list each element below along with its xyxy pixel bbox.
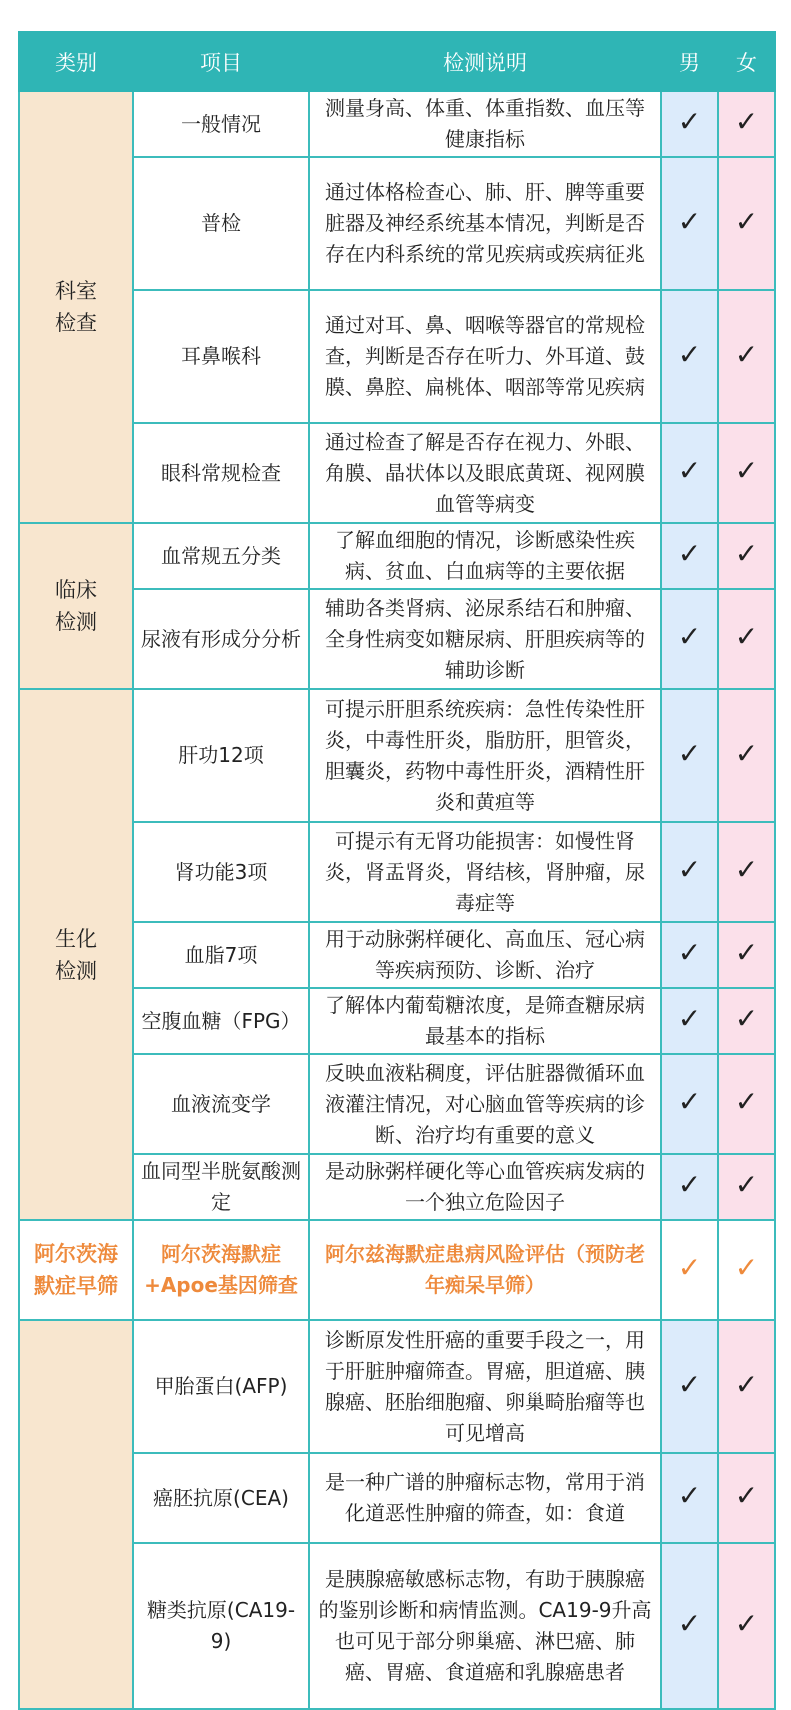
item-cell: 癌胚抗原(CEA) <box>133 1453 309 1543</box>
header-male: 男 <box>661 32 718 91</box>
check-icon: ✓ <box>677 853 702 886</box>
check-icon: ✓ <box>734 936 759 969</box>
table-row <box>19 1453 775 1543</box>
item-cell: 尿液有形成分分析 <box>133 589 309 689</box>
male-cell <box>661 589 718 689</box>
female-cell <box>718 1543 775 1709</box>
header-description: 检测说明 <box>309 32 661 91</box>
table-row <box>19 157 775 290</box>
table-row <box>19 922 775 988</box>
description-cell: 通过对耳、鼻、咽喉等器官的常规检查，判断是否存在听力、外耳道、鼓膜、鼻腔、扁桃体、咽部等常见疾病 <box>309 290 661 423</box>
checkup-items-table <box>18 31 776 1710</box>
category-label: 科室 检查 <box>55 279 97 335</box>
item-cell: 糖类抗原(CA19-9) <box>133 1543 309 1709</box>
check-icon: ✓ <box>734 1085 759 1118</box>
header-category: 类别 <box>19 32 133 91</box>
female-cell <box>718 1154 775 1220</box>
check-icon: ✓ <box>734 1251 759 1284</box>
female-cell <box>718 1453 775 1543</box>
description-cell: 诊断原发性肝癌的重要手段之一，用于肝脏肿瘤筛查。胃癌，胆道癌、胰腺癌、胚胎细胞瘤、卵巢畸胎瘤等也可见增高 <box>309 1320 661 1453</box>
check-icon: ✓ <box>734 204 759 238</box>
item-cell: 一般情况 <box>133 91 309 157</box>
check-icon: ✓ <box>677 936 702 969</box>
table-row-highlight <box>19 1220 775 1320</box>
check-icon: ✓ <box>734 537 759 570</box>
female-cell <box>718 822 775 922</box>
female-cell <box>718 523 775 589</box>
table-row <box>19 1054 775 1154</box>
description-cell: 反映血液粘稠度，评估脏器微循环血液灌注情况，对心脑血管等疾病的诊断、治疗均有重要的意义 <box>309 1054 661 1154</box>
check-icon: ✓ <box>734 1479 759 1512</box>
female-cell <box>718 423 775 523</box>
description-cell: 辅助各类肾病、泌尿系结石和肿瘤、全身性病变如糖尿病、肝胆疾病等的辅助诊断 <box>309 589 661 689</box>
check-icon: ✓ <box>677 204 702 238</box>
check-icon: ✓ <box>677 736 702 770</box>
item-cell: 阿尔茨海默症+Apoe基因筛查 <box>133 1220 309 1320</box>
check-icon: ✓ <box>677 1002 702 1035</box>
category-label: 临床 检测 <box>55 578 97 634</box>
description-cell: 是一种广谱的肿瘤标志物，常用于消化道恶性肿瘤的筛查，如：食道 <box>309 1453 661 1543</box>
male-cell <box>661 290 718 423</box>
description-cell: 是动脉粥样硬化等心血管疾病发病的一个独立危险因子 <box>309 1154 661 1220</box>
female-cell <box>718 91 775 157</box>
category-cell-tumor <box>19 1320 133 1709</box>
check-icon: ✓ <box>677 1085 702 1118</box>
item-cell: 普检 <box>133 157 309 290</box>
male-cell <box>661 1320 718 1453</box>
table-row <box>19 1320 775 1453</box>
check-icon: ✓ <box>677 454 702 487</box>
item-cell: 血液流变学 <box>133 1054 309 1154</box>
item-cell: 血同型半胱氨酸测定 <box>133 1154 309 1220</box>
female-cell <box>718 988 775 1054</box>
category-label: 阿尔茨海 默症早筛 <box>34 1242 118 1298</box>
check-icon: ✓ <box>677 1251 702 1284</box>
male-cell <box>661 423 718 523</box>
checkup-table-container <box>18 31 774 1710</box>
female-cell <box>718 1220 775 1320</box>
female-cell <box>718 290 775 423</box>
category-cell-alzheimer <box>19 1220 133 1320</box>
male-cell <box>661 523 718 589</box>
category-cell-biochem <box>19 689 133 1220</box>
table-row <box>19 91 775 157</box>
male-cell <box>661 988 718 1054</box>
item-cell: 肝功12项 <box>133 689 309 822</box>
description-cell: 测量身高、体重、体重指数、血压等健康指标 <box>309 91 661 157</box>
table-header-row <box>19 32 775 91</box>
description-cell: 通过体格检查心、肺、肝、脾等重要脏器及神经系统基本情况，判断是否存在内科系统的常见疾病或疾病征兆 <box>309 157 661 290</box>
female-cell <box>718 157 775 290</box>
table-row <box>19 689 775 822</box>
male-cell <box>661 689 718 822</box>
item-cell: 肾功能3项 <box>133 822 309 922</box>
check-icon: ✓ <box>734 105 759 138</box>
description-cell: 通过检查了解是否存在视力、外眼、角膜、晶状体以及眼底黄斑、视网膜血管等病变 <box>309 423 661 523</box>
table-row <box>19 988 775 1054</box>
check-icon: ✓ <box>734 1002 759 1035</box>
table-row <box>19 589 775 689</box>
check-icon: ✓ <box>677 105 702 138</box>
item-cell: 眼科常规检查 <box>133 423 309 523</box>
check-icon: ✓ <box>677 1367 702 1401</box>
item-cell: 血脂7项 <box>133 922 309 988</box>
table-row <box>19 822 775 922</box>
description-cell: 了解血细胞的情况，诊断感染性疾病、贫血、白血病等的主要依据 <box>309 523 661 589</box>
female-cell <box>718 1054 775 1154</box>
header-item: 项目 <box>133 32 309 91</box>
table-row <box>19 1543 775 1709</box>
male-cell <box>661 1543 718 1709</box>
description-cell: 是胰腺癌敏感标志物，有助于胰腺癌的鉴别诊断和病情监测。CA19-9升高也可见于部分卵巢癌、淋巴癌、肺癌、胃癌、食道癌和乳腺癌患者 <box>309 1543 661 1709</box>
check-icon: ✓ <box>677 1479 702 1512</box>
male-cell <box>661 1154 718 1220</box>
female-cell <box>718 689 775 822</box>
header-female: 女 <box>718 32 775 91</box>
description-cell: 用于动脉粥样硬化、高血压、冠心病等疾病预防、诊断、治疗 <box>309 922 661 988</box>
check-icon: ✓ <box>677 1168 702 1201</box>
description-cell: 可提示肝胆系统疾病：急性传染性肝炎，中毒性肝炎，脂肪肝，胆管炎，胆囊炎，药物中毒性肝炎，酒精性肝炎和黄疸等 <box>309 689 661 822</box>
check-icon: ✓ <box>677 620 702 653</box>
check-icon: ✓ <box>734 853 759 886</box>
check-icon: ✓ <box>677 1607 702 1640</box>
check-icon: ✓ <box>734 1168 759 1201</box>
check-icon: ✓ <box>677 337 702 371</box>
male-cell <box>661 1453 718 1543</box>
item-cell: 空腹血糖（FPG） <box>133 988 309 1054</box>
male-cell <box>661 1054 718 1154</box>
female-cell <box>718 922 775 988</box>
male-cell <box>661 922 718 988</box>
table-row <box>19 1154 775 1220</box>
check-icon: ✓ <box>734 454 759 487</box>
female-cell <box>718 589 775 689</box>
category-cell-clinic <box>19 91 133 523</box>
female-cell <box>718 1320 775 1453</box>
description-cell: 可提示有无肾功能损害：如慢性肾炎，肾盂肾炎，肾结核，肾肿瘤，尿毒症等 <box>309 822 661 922</box>
check-icon: ✓ <box>734 1607 759 1640</box>
table-row <box>19 423 775 523</box>
male-cell <box>661 157 718 290</box>
male-cell <box>661 91 718 157</box>
table-row <box>19 523 775 589</box>
check-icon: ✓ <box>734 620 759 653</box>
item-cell: 血常规五分类 <box>133 523 309 589</box>
table-row <box>19 290 775 423</box>
description-cell: 了解体内葡萄糖浓度，是筛查糖尿病最基本的指标 <box>309 988 661 1054</box>
check-icon: ✓ <box>734 337 759 371</box>
category-label: 生化 检测 <box>55 926 97 983</box>
male-cell <box>661 822 718 922</box>
check-icon: ✓ <box>677 537 702 570</box>
description-cell: 阿尔兹海默症患病风险评估（预防老年痴呆早筛） <box>309 1220 661 1320</box>
category-cell-lab <box>19 523 133 689</box>
item-cell: 耳鼻喉科 <box>133 290 309 423</box>
check-icon: ✓ <box>734 1367 759 1401</box>
check-icon: ✓ <box>734 736 759 770</box>
item-cell: 甲胎蛋白(AFP) <box>133 1320 309 1453</box>
male-cell <box>661 1220 718 1320</box>
